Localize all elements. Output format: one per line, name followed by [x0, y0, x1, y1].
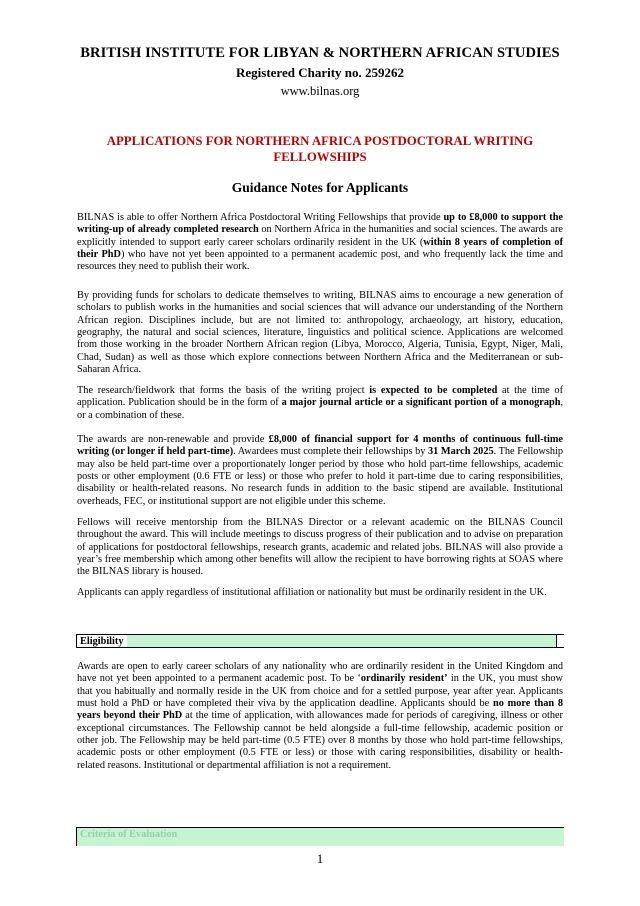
document-subtitle: Guidance Notes for Applicants [231, 180, 409, 195]
criteria-section-bar [76, 827, 564, 846]
paragraph-publication: The research/fieldwork that forms the basis of the writing project is expected to be completed at the time of application. Publication should be in the form of a major journal article or a significant portion of a monograph, or a combination of these. [77, 385, 564, 421]
charity-number: Registered Charity no. 259262 [235, 65, 405, 80]
section-bar-endcap [556, 635, 564, 647]
paragraph-eligibility: Awards are open to early career scholars of any nationality who are ordinarily resident in the United Kingdom and have not yet been appointed to a permanent academic post. To be ‘ordinarily resident’ in the UK, you must show that you habitually and normally reside in the UK from choice and for a settled purpose, year after year. Applicants must hold a PhD or have completed their viva by the application deadline. Applicants should be no more than 8 years beyond their PhD at the time of application, with allowances made for periods of caregiving, illness or other exceptional circumstances. The Fellowship cannot be held alongside a full-time fellowship, academic position or other job. The Fellowship may be held part-time (0.5 FTE) over 8 months by those who hold part-time fellowships, academic posts or other employment (0.5 FTE or less) or those with caring responsibilities, disability or health-related reasons. Institutional or departmental affiliation is not a requirement. [77, 661, 563, 771]
eligibility-heading: Eligibility [77, 635, 127, 647]
criteria-heading: Criteria of Evaluation [80, 829, 178, 840]
page-number: 1 [316, 851, 324, 866]
paragraph-mentorship: Fellows will receive mentorship from the BILNAS Director or a relevant academic on the BILNAS Council throughout the award. This will include meetings to discuss progress of their publication and to advise on preparation of applications for postdoctoral fellowships, research grants, academic and related jobs. BILNAS will also provide a year’s free membership which among other benefits will allow the recipient to have borrowing rights at SOAS where the BILNAS library is housed. [77, 517, 563, 578]
document-title: APPLICATIONS FOR NORTHERN AFRICA POSTDOCTORAL WRITING FELLOWSHIPS [106, 134, 534, 164]
paragraph-disciplines: By providing funds for scholars to dedicate themselves to writing, BILNAS aims to encourage a new generation of scholars to publish works in the humanities and social sciences that will advance our understanding of the Northern African region. Disciplines include, but are not limited to: anthropology, archaeology, art history, education, geography, the natural and social sciences, literature, linguistics and political science. Applications are welcomed from those working in the broader Northern African region (Libya, Morocco, Algeria, Tunisia, Egypt, Niger, Mali, Chad, Sudan) as well as those which explore connections between Northern Africa and the Mediterranean or sub-Saharan Africa. [77, 290, 563, 376]
org-name: BRITISH INSTITUTE FOR LIBYAN & NORTHERN AFRICAN STUDIES [80, 45, 560, 61]
paragraph-awards: The awards are non-renewable and provide £8,000 of financial support for 4 months of continuous full-time writing (or longer if held part-time). Awardees must complete their fellowships by 31 March 2025. The Fellowship may also be held part-time over a proportionately longer period by those who hold part-time fellowships, academic posts or other employment (0.6 FTE or less) or those who prefer to hold it part-time due to caring responsibilities, disability or health-related reasons. No research funds in addition to the basic stipend are available. Institutional overheads, FEC, or institutional support are not eligible under this scheme. [77, 434, 563, 507]
website-link[interactable]: www.bilnas.org [280, 84, 360, 98]
eligibility-section-bar [76, 634, 564, 648]
paragraph-intro: BILNAS is able to offer Northern Africa Postdoctoral Writing Fellowships that provide up to £8,000 to support the writing-up of already completed research on Northern Africa in the humanities and social sciences. The awards are explicitly intended to support early career scholars ordinarily resident in the UK (within 8 years of completion of their PhD) who have not yet been appointed to a permanent academic post, and who frequently lack the time and resources they need to publish their work. [77, 212, 563, 273]
paragraph-residency: Applicants can apply regardless of institutional affiliation or nationality but must be ordinarily resident in the UK. [77, 587, 547, 598]
